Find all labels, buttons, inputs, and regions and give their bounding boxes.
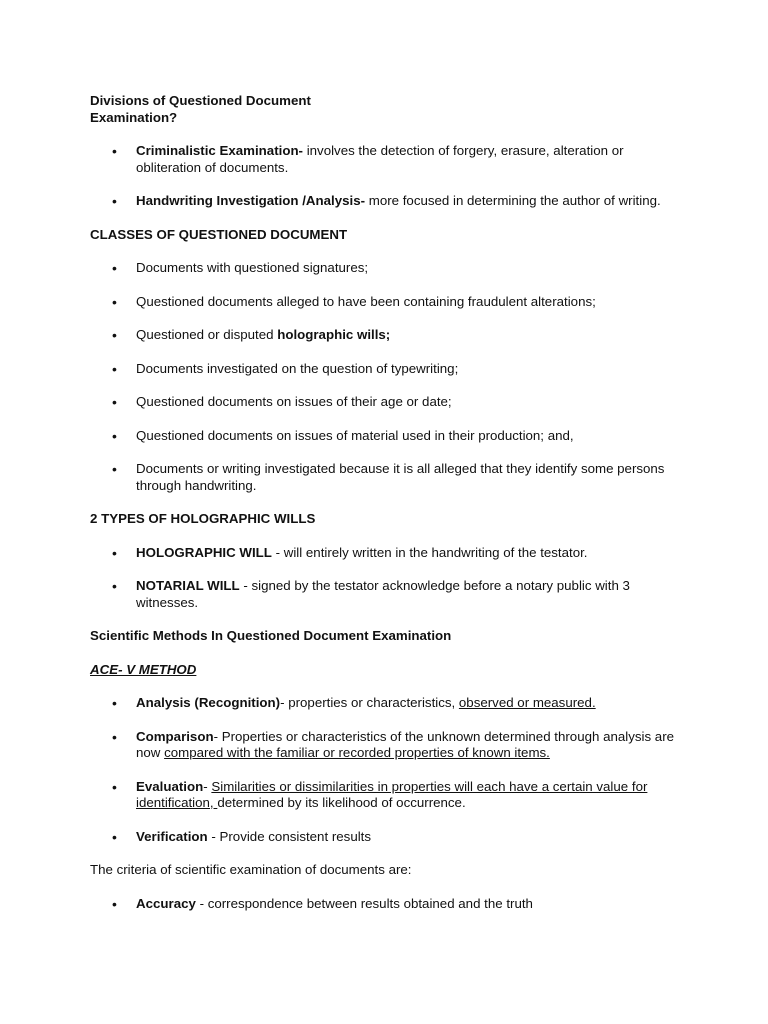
list-item bbox=[90, 143, 680, 176]
list-item bbox=[90, 545, 680, 562]
classes-list bbox=[90, 260, 680, 494]
list-item bbox=[90, 829, 680, 846]
acev-desc: - Properties or characteristics of the unknown determined through analysis are now bbox=[136, 728, 675, 760]
wills-heading: 2 TYPES OF HOLOGRAPHIC WILLS bbox=[90, 511, 316, 526]
bullet-icon: • bbox=[112, 143, 117, 159]
division-term: Handwriting Investigation /Analysis- bbox=[136, 193, 366, 208]
bullet-icon: • bbox=[112, 327, 117, 343]
acev-desc-rest: determined by its likelihood of occurrence. bbox=[217, 795, 466, 810]
list-item bbox=[90, 461, 680, 494]
bullet-icon: • bbox=[112, 695, 117, 711]
acev-list bbox=[90, 695, 680, 845]
list-item bbox=[90, 729, 680, 762]
bullet-icon: • bbox=[112, 293, 117, 310]
acev-desc: - bbox=[203, 778, 212, 794]
list-item bbox=[90, 779, 680, 812]
division-desc: involves the detection of forgery, erasure, alteration or obliteration of documents. bbox=[136, 143, 624, 175]
bullet-icon: • bbox=[112, 193, 117, 209]
class-text: Documents with questioned signatures; bbox=[136, 260, 369, 275]
class-text: Questioned documents on issues of material used in their production; and, bbox=[136, 427, 574, 443]
document-page bbox=[90, 93, 680, 929]
list-item bbox=[90, 260, 680, 277]
wills-list bbox=[90, 545, 680, 612]
classes-heading: CLASSES OF QUESTIONED DOCUMENT bbox=[90, 226, 348, 242]
list-item bbox=[90, 361, 680, 378]
division-term: Criminalistic Examination- bbox=[136, 143, 303, 158]
bullet-icon: • bbox=[112, 260, 117, 276]
acev-heading: ACE- V METHOD bbox=[90, 661, 197, 677]
will-desc: - signed by the testator acknowledge before a notary public with 3 witnesses. bbox=[136, 578, 630, 610]
acev-underlined: Similarities or dissimilarities in properties will each have a certain value for identification, bbox=[136, 778, 648, 810]
list-item bbox=[90, 578, 680, 611]
acev-desc: - properties or characteristics, bbox=[280, 695, 459, 710]
class-text: Questioned documents on issues of their age or date; bbox=[136, 394, 452, 409]
bullet-icon: • bbox=[112, 461, 117, 477]
bullet-icon: • bbox=[112, 544, 117, 561]
list-item bbox=[90, 193, 680, 210]
will-desc: - will entirely written in the handwriting of the testator. bbox=[271, 544, 588, 560]
acev-underlined: observed or measured. bbox=[458, 695, 596, 710]
acev-term: Comparison bbox=[136, 728, 214, 744]
class-bold-text: holographic wills; bbox=[277, 327, 391, 342]
will-term: HOLOGRAPHIC WILL bbox=[136, 544, 272, 560]
methods-heading: Scientific Methods In Questioned Document Examination bbox=[90, 628, 452, 643]
criteria-desc: - correspondence between results obtained and the truth bbox=[195, 895, 533, 911]
bullet-icon: • bbox=[112, 828, 117, 845]
acev-term: Analysis (Recognition) bbox=[136, 695, 281, 710]
bullet-icon: • bbox=[112, 427, 117, 444]
criteria-list bbox=[90, 896, 680, 913]
list-item bbox=[90, 294, 680, 311]
bullet-icon: • bbox=[112, 778, 117, 795]
class-text: Questioned documents alleged to have been containing fraudulent alterations; bbox=[136, 293, 596, 309]
criteria-term: Accuracy bbox=[136, 895, 196, 911]
divisions-list bbox=[90, 143, 680, 210]
list-item bbox=[90, 428, 680, 445]
acev-underlined: compared with the familiar or recorded properties of known items. bbox=[164, 745, 550, 760]
criteria-intro: The criteria of scientific examination of documents are: bbox=[90, 862, 412, 877]
will-term: NOTARIAL WILL bbox=[136, 578, 240, 593]
bullet-icon: • bbox=[112, 728, 117, 745]
acev-term: Evaluation bbox=[136, 778, 204, 794]
bullet-icon: • bbox=[112, 394, 117, 410]
class-text: Questioned or disputed bbox=[136, 327, 278, 342]
class-text: Documents or writing investigated because it is all alleged that they identify some persons through handwriting. bbox=[136, 461, 665, 493]
title-line-1: Divisions of Questioned Document bbox=[90, 93, 311, 108]
acev-term: Verification bbox=[136, 828, 208, 844]
list-item bbox=[90, 695, 680, 712]
list-item bbox=[90, 896, 680, 913]
document-title bbox=[90, 93, 680, 126]
bullet-icon: • bbox=[112, 895, 117, 912]
bullet-icon: • bbox=[112, 578, 117, 594]
acev-desc: - Provide consistent results bbox=[207, 828, 372, 844]
title-line-2: Examination? bbox=[90, 109, 178, 125]
bullet-icon: • bbox=[112, 360, 117, 377]
list-item bbox=[90, 327, 680, 344]
list-item bbox=[90, 394, 680, 411]
class-text: Documents investigated on the question of typewriting; bbox=[136, 360, 459, 376]
division-desc: more focused in determining the author of writing. bbox=[365, 193, 661, 208]
